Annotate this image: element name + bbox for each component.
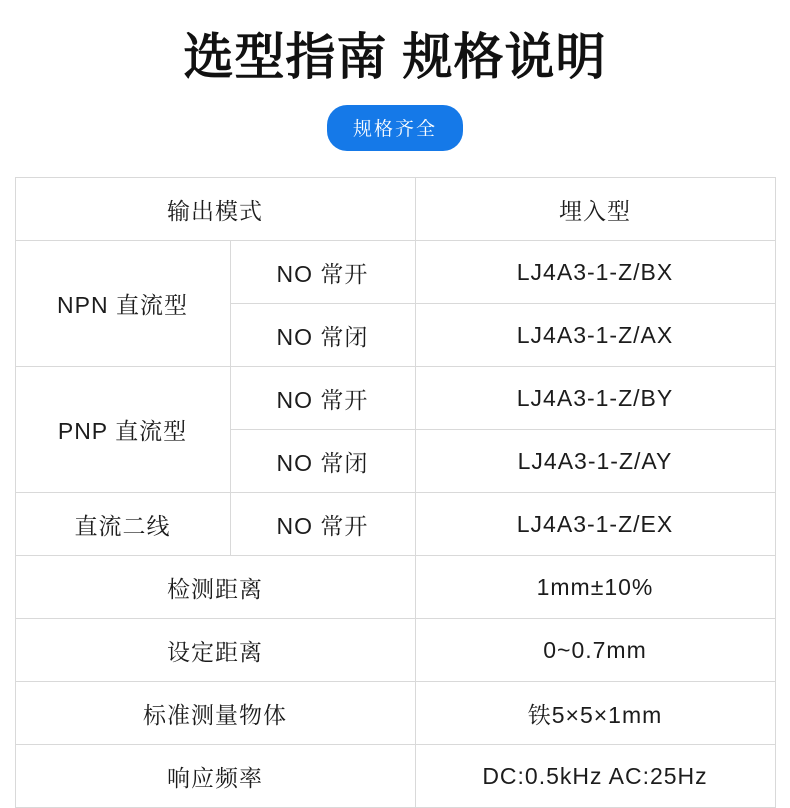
table-row [15, 241, 775, 304]
cell-contact: NO 常开 [230, 367, 415, 430]
status-badge: 规格齐全 [327, 105, 463, 151]
cell-model: LJ4A3-1-Z/AY [415, 430, 775, 493]
cell-spec-label: 设定距离 [15, 619, 415, 682]
cell-model: LJ4A3-1-Z/BY [415, 367, 775, 430]
page-title: 选型指南 规格说明 [183, 29, 607, 85]
cell-spec-value: 铁5×5×1mm [415, 682, 775, 745]
table-row [15, 367, 775, 430]
cell-model: LJ4A3-1-Z/AX [415, 304, 775, 367]
cell-contact: NO 常开 [230, 493, 415, 556]
cell-spec-label: 响应频率 [15, 745, 415, 808]
cell-contact: NO 常开 [230, 241, 415, 304]
cell-spec-label: 检测距离 [15, 556, 415, 619]
cell-spec-label: 标准测量物体 [15, 682, 415, 745]
cell-model: LJ4A3-1-Z/BX [415, 241, 775, 304]
header-cell-type: 埋入型 [415, 178, 775, 241]
table-row [15, 493, 775, 556]
cell-spec-value: 1mm±10% [415, 556, 775, 619]
table-row [15, 556, 775, 619]
cell-contact: NO 常闭 [230, 430, 415, 493]
specification-table [15, 177, 776, 808]
table-row [15, 619, 775, 682]
table-header-row [15, 178, 775, 241]
badge-container [0, 105, 790, 151]
header-cell-output-mode: 输出模式 [15, 178, 415, 241]
cell-mode-pnp: PNP 直流型 [15, 367, 230, 493]
table-row [15, 745, 775, 808]
cell-contact: NO 常闭 [230, 304, 415, 367]
cell-spec-value: DC:0.5kHz AC:25Hz [415, 745, 775, 808]
cell-model: LJ4A3-1-Z/EX [415, 493, 775, 556]
cell-mode-dc2wire: 直流二线 [15, 493, 230, 556]
cell-spec-value: 0~0.7mm [415, 619, 775, 682]
cell-mode-npn: NPN 直流型 [15, 241, 230, 367]
table-row [15, 682, 775, 745]
